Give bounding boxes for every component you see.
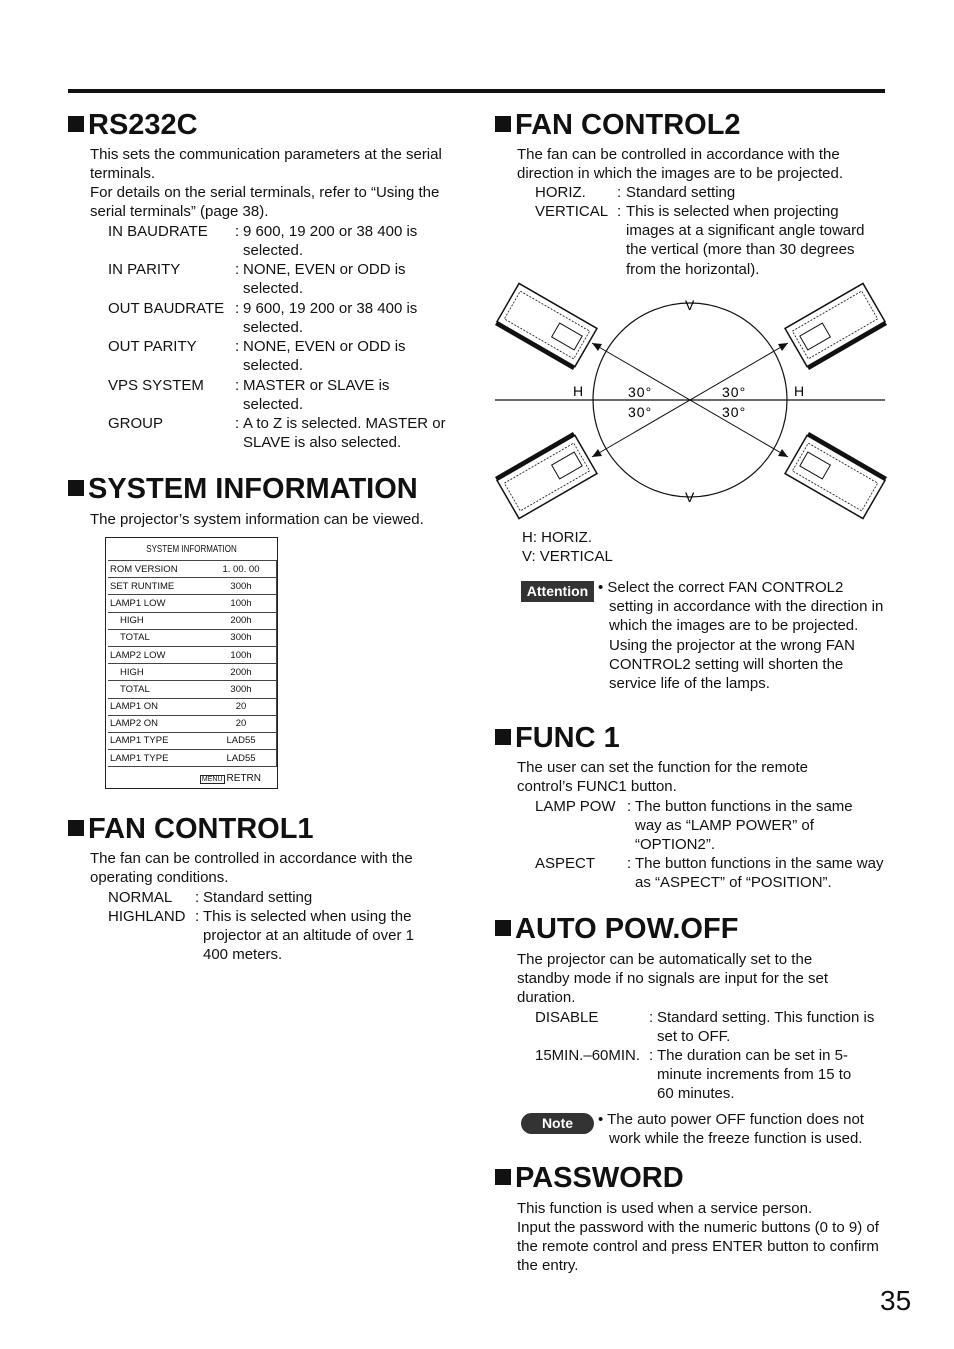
param-value: 9 600, 19 200 or 38 400 is selected. bbox=[243, 223, 418, 260]
fan2-row: VERTICAL : This is selected when projecting images at a significant angle toward the vertical (more than 30 degrees from the horizontal). bbox=[535, 202, 885, 280]
fan1-heading: FAN CONTROL1 bbox=[68, 813, 314, 845]
param-value: 9 600, 19 200 or 38 400 is selected. bbox=[243, 300, 418, 337]
projector-icon bbox=[495, 432, 597, 519]
autopow-intro: The projector can be automatically set to the standby mode if no signals are input for the set duration. bbox=[517, 951, 829, 1007]
fan2-heading: FAN CONTROL2 bbox=[495, 109, 741, 141]
v-label-top: V bbox=[685, 297, 695, 313]
square-bullet-icon bbox=[495, 1169, 511, 1185]
rs232c-row: IN BAUDRATE : 9 600, 19 200 or 38 400 is selected. bbox=[108, 222, 448, 260]
projection-angle-diagram bbox=[495, 280, 887, 525]
square-bullet-icon bbox=[495, 920, 511, 936]
angle-label: 30° bbox=[628, 384, 653, 400]
table-row: HIGH 200h bbox=[108, 612, 277, 629]
fan1-row: NORMAL : Standard setting bbox=[108, 888, 448, 908]
param-name: OUT PARITY bbox=[108, 338, 197, 355]
screen-title: SYSTEM INFORMATION bbox=[146, 544, 237, 555]
table-row: SET RUNTIME 300h bbox=[108, 578, 277, 595]
param-name: OUT BAUDRATE bbox=[108, 300, 225, 317]
func1-row: LAMP POW : The button functions in the same way as “LAMP POWER” of “OPTION2”. bbox=[535, 797, 885, 855]
table-row: TOTAL 300h bbox=[108, 681, 277, 698]
param-name: DISABLE bbox=[535, 1009, 599, 1026]
projector-icon bbox=[785, 283, 887, 370]
param-name: VERTICAL bbox=[535, 203, 609, 220]
attention-text: • Select the correct FAN CONTROL2 setting in accordance with the direction in which the images are to be projected. Using the projector at the wrong FAN CONTROL2 setting will shorten the service life of the lamps. bbox=[598, 579, 884, 693]
param-value: This is selected when using the projector at an altitude of over 1 400 meters. bbox=[203, 908, 414, 964]
autopow-row: DISABLE : Standard setting. This function is set to OFF. bbox=[535, 1008, 885, 1046]
autopow-heading: AUTO POW.OFF bbox=[495, 913, 738, 945]
password-heading: PASSWORD bbox=[495, 1162, 684, 1194]
param-name: ASPECT bbox=[535, 855, 596, 872]
attention-badge: Attention bbox=[521, 581, 594, 602]
rs232c-row: GROUP : A to Z is selected. MASTER or SLAVE is also selected. bbox=[108, 414, 448, 452]
param-value: Standard setting bbox=[203, 889, 313, 906]
square-bullet-icon bbox=[495, 116, 511, 132]
arrow-head bbox=[592, 449, 602, 457]
rs232c-intro2: For details on the serial terminals, refer to “Using the serial terminals” (page 38). bbox=[90, 184, 440, 221]
param-name: NORMAL bbox=[108, 889, 173, 906]
table-row: LAMP1 TYPE LAD55 bbox=[108, 750, 277, 767]
password-text: This function is used when a service person. bbox=[517, 1200, 813, 1217]
square-bullet-icon bbox=[68, 116, 84, 132]
fan2-row: HORIZ. : Standard setting bbox=[535, 183, 885, 203]
angle-label: 30° bbox=[628, 404, 653, 420]
rs232c-row: OUT PARITY : NONE, EVEN or ODD is selected. bbox=[108, 337, 448, 375]
rs232c-intro: This sets the communication parameters at the serial terminals. bbox=[90, 146, 442, 183]
square-bullet-icon bbox=[68, 480, 84, 496]
param-name: IN PARITY bbox=[108, 261, 181, 278]
param-name: VPS SYSTEM bbox=[108, 377, 204, 394]
fan1-intro: The fan can be controlled in accordance with the operating conditions. bbox=[90, 850, 413, 887]
param-value: A to Z is selected. MASTER or SLAVE is also selected. bbox=[243, 415, 446, 452]
page-number: 35 bbox=[880, 1285, 912, 1316]
top-rule bbox=[68, 89, 885, 93]
param-name: LAMP POW bbox=[535, 798, 616, 815]
fan1-row: HIGHLAND : This is selected when using the projector at an altitude of over 1 400 meters. bbox=[108, 907, 448, 965]
table-row: LAMP1 TYPE LAD55 bbox=[108, 732, 277, 749]
system-information-screen bbox=[105, 537, 278, 789]
autopow-row: 15MIN.–60MIN. : The duration can be set in 5-minute increments from 15 to 60 minutes. bbox=[535, 1046, 885, 1104]
param-name: GROUP bbox=[108, 415, 164, 432]
param-value: The button functions in the same way as “ASPECT” of “POSITION”. bbox=[635, 855, 884, 892]
legend-horiz: H: HORIZ. bbox=[522, 529, 592, 546]
param-value: The duration can be set in 5-minute increments from 15 to 60 minutes. bbox=[657, 1047, 852, 1103]
param-name: IN BAUDRATE bbox=[108, 223, 208, 240]
sysinfo-intro: The projector’s system information can be viewed. bbox=[90, 511, 424, 528]
password-text2: Input the password with the numeric buttons (0 to 9) of the remote control and press ENTER button to confirm the entry. bbox=[517, 1219, 879, 1275]
param-value: The button functions in the same way as “LAMP POWER” of “OPTION2”. bbox=[635, 798, 853, 854]
sysinfo-heading: SYSTEM INFORMATION bbox=[68, 473, 418, 505]
func1-heading: FUNC 1 bbox=[495, 722, 620, 754]
projector-icon bbox=[495, 283, 597, 370]
arrow-head bbox=[778, 449, 788, 457]
table-row: LAMP1 ON 20 bbox=[108, 698, 277, 715]
param-name: 15MIN.–60MIN. bbox=[535, 1047, 641, 1064]
fan2-intro: The fan can be controlled in accordance with the direction in which the images are to be projected. bbox=[517, 146, 844, 183]
param-value: NONE, EVEN or ODD is selected. bbox=[243, 261, 406, 298]
h-label-left: H bbox=[573, 383, 584, 399]
sysinfo-table bbox=[108, 560, 277, 767]
table-row: ROM VERSION 1. 00. 00 bbox=[108, 561, 277, 578]
menu-button-icon: MENU bbox=[201, 776, 223, 783]
param-name: HORIZ. bbox=[535, 184, 586, 201]
table-row: LAMP2 ON 20 bbox=[108, 715, 277, 732]
func1-intro: The user can set the function for the remote control’s FUNC1 button. bbox=[517, 759, 808, 796]
square-bullet-icon bbox=[495, 729, 511, 745]
note-text: • The auto power OFF function does not work while the freeze function is used. bbox=[598, 1111, 864, 1148]
projector-icon bbox=[785, 432, 887, 519]
return-hint: MENU RETRN bbox=[201, 773, 261, 784]
v-label-bottom: V bbox=[685, 489, 695, 505]
table-row: HIGH 200h bbox=[108, 664, 277, 681]
arrow-head bbox=[778, 343, 788, 351]
param-value: Standard setting bbox=[626, 184, 736, 201]
angle-label: 30° bbox=[722, 384, 747, 400]
rs232c-row: VPS SYSTEM : MASTER or SLAVE is selected. bbox=[108, 376, 448, 414]
table-row: LAMP1 LOW 100h bbox=[108, 595, 277, 612]
param-name: HIGHLAND bbox=[108, 908, 186, 925]
param-value: NONE, EVEN or ODD is selected. bbox=[243, 338, 406, 375]
table-row: TOTAL 300h bbox=[108, 629, 277, 646]
legend-vertical: V: VERTICAL bbox=[522, 548, 613, 565]
note-badge: Note bbox=[521, 1113, 594, 1134]
rs232c-row: OUT BAUDRATE : 9 600, 19 200 or 38 400 is selected. bbox=[108, 299, 448, 337]
param-value: This is selected when projecting images at a significant angle toward the vertical (more than 30 degrees from the horizontal). bbox=[626, 203, 865, 278]
param-value: MASTER or SLAVE is selected. bbox=[243, 377, 390, 414]
square-bullet-icon bbox=[68, 820, 84, 836]
func1-row: ASPECT : The button functions in the same way as “ASPECT” of “POSITION”. bbox=[535, 855, 884, 892]
arrow-head bbox=[592, 343, 602, 351]
angle-label: 30° bbox=[722, 404, 747, 420]
param-value: Standard setting. This function is set to OFF. bbox=[657, 1009, 875, 1046]
table-row: LAMP2 LOW 100h bbox=[108, 646, 277, 663]
h-label-right: H bbox=[794, 383, 805, 399]
rs232c-row: IN PARITY : NONE, EVEN or ODD is selected. bbox=[108, 260, 448, 298]
rs232c-heading: RS232C bbox=[68, 109, 198, 141]
